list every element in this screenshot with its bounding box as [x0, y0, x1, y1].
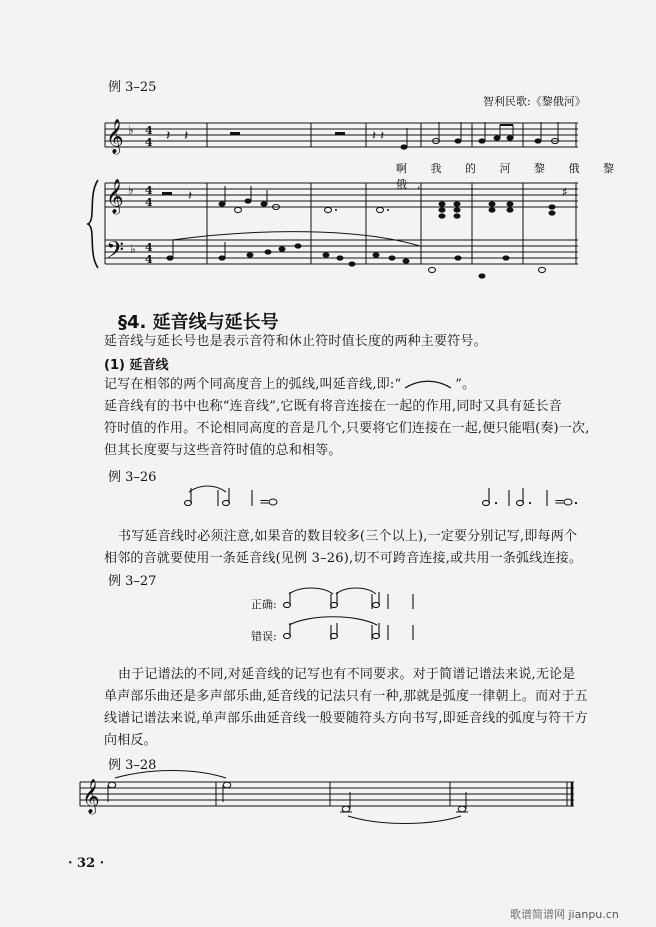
example-label-3-26: 例 3–26 [108, 470, 157, 485]
paragraph-1-end: ”。 [455, 377, 476, 392]
svg-text:4: 4 [145, 124, 153, 137]
song-source: 智利民歌:《黎俄河》 [483, 95, 586, 108]
subhead-tie: (1) 延音线 [104, 358, 169, 373]
example-label-3-28: 例 3–28 [108, 758, 157, 773]
example-3-27-notation [0, 580, 656, 660]
example-label-3-27: 例 3–27 [108, 574, 157, 589]
page-number: · 32 · [68, 856, 105, 871]
svg-text:♭: ♭ [128, 123, 134, 137]
svg-text:𝄞: 𝄞 [106, 179, 124, 214]
paragraph-3-line-1: 书写延音线时必须注意,如果音的数目较多(三个以上),一定要分别记写,即每两个 [118, 529, 578, 544]
svg-text:𝄞: 𝄞 [106, 119, 124, 154]
paragraph-1 [104, 374, 475, 396]
section-intro: 延音线与延长号也是表示音符和休止符时值长度的两种主要符号。 [104, 334, 487, 349]
svg-text:𝄽: 𝄽 [184, 128, 189, 144]
paragraph-2-line-2: 符时值的作用。不论相同高度的音是几个,只要将它们连接在一起,便只能唱(奏)一次, [104, 421, 590, 436]
label-wrong: 错误: [251, 630, 277, 643]
example-3-28-staff [0, 770, 656, 840]
tie-symbol-icon [401, 378, 455, 392]
section-title: §4. 延音线与延长号 [118, 312, 279, 333]
svg-text:𝄽 𝄽: 𝄽 𝄽 [372, 129, 385, 144]
paragraph-4-line-1: 由于记谱法的不同,对延音线的记写也有不同要求。对于简谱记谱法来说,无论是 [118, 667, 576, 682]
svg-text:𝄢: 𝄢 [106, 236, 125, 269]
watermark: 歌谱简谱网 jianpu.cn [510, 908, 619, 921]
paragraph-2-line-3: 但其长度要与这些音符时值的总和相等。 [104, 443, 342, 458]
svg-text:4: 4 [145, 184, 153, 197]
svg-text:=: = [554, 495, 565, 510]
svg-text:♭: ♭ [128, 183, 134, 197]
svg-text:♭: ♭ [130, 242, 136, 256]
svg-text:𝄽: 𝄽 [166, 128, 171, 144]
paragraph-4-line-2: 单声部乐曲还是多声部乐曲,延音线的记法只有一种,那就是弧度一律朝上。而对于五 [104, 689, 588, 704]
paragraph-1-text: 记写在相邻的两个同高度音上的弧线,叫延音线,即:“ [104, 377, 402, 392]
svg-text:=: = [259, 495, 270, 510]
example-3-26-notation [0, 470, 656, 530]
paragraph-3-line-2: 相邻的音就要使用一条延音线(见例 3–26),切不可跨音连接,或共用一条弧线连接。 [104, 551, 583, 566]
svg-text:𝄽: 𝄽 [188, 189, 192, 204]
svg-text:♯: ♯ [562, 185, 568, 199]
lyrics-line: 啊 我 的 河 黎 俄 黎 俄, [396, 162, 624, 191]
svg-text:4: 4 [145, 241, 153, 254]
svg-text:4: 4 [145, 136, 153, 149]
label-correct: 正确: [251, 598, 277, 611]
example-label-3-25: 例 3–25 [108, 80, 157, 95]
paragraph-4-line-3: 线谱记谱法来说,单声部乐曲延音线一般要随符头方向书写,即延音线的弧度与符干方 [104, 711, 588, 726]
score-example-3-25 [0, 0, 656, 300]
svg-text:4: 4 [145, 253, 153, 266]
svg-text:𝄞: 𝄞 [82, 779, 100, 814]
paragraph-2-line-1: 延音线有的书中也称“连音线”,它既有将音连接在一起的作用,同时又具有延长音 [104, 399, 562, 414]
paragraph-4-line-4: 向相反。 [104, 733, 157, 748]
svg-text:4: 4 [145, 196, 153, 209]
